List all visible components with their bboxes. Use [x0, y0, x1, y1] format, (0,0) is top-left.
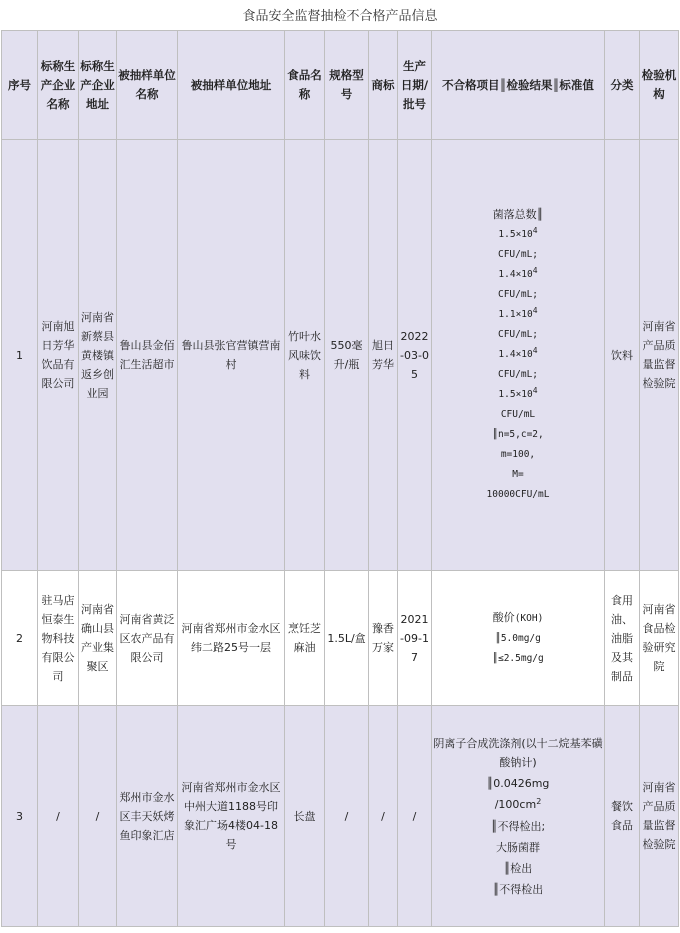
cell-producer-name: 驻马店恒泰生物科技有限公司 — [38, 571, 79, 706]
cell-result — [432, 706, 605, 927]
header-food-name: 食品名称 — [285, 31, 325, 140]
result-value: $1.4\times 10^4$ — [498, 266, 538, 280]
result-value: $1.5\times 10^4$ — [498, 386, 538, 400]
cell-producer-name: / — [38, 706, 79, 927]
result-unit: CFU/mL; — [497, 369, 539, 380]
result-item: 阴离子合成洗涤剂(以十二烷基苯磺酸钠计) — [433, 736, 603, 769]
cell-result — [432, 571, 605, 706]
result-item: 大肠菌群 — [496, 840, 540, 854]
header-agency: 检验机构 — [640, 31, 679, 140]
header-date: 生产日期/批号 — [398, 31, 432, 140]
result-standard: m=100, — [500, 449, 536, 460]
result-item: 酸价(KOH) — [492, 610, 544, 624]
header-category: 分类 — [605, 31, 640, 140]
result-value: $1.5\times 10^4$ — [498, 226, 538, 240]
header-row — [2, 31, 679, 140]
cell-food-name: 长盘 — [285, 706, 325, 927]
result-standard: ║不得检出; — [490, 819, 546, 833]
cell-brand: / — [369, 706, 398, 927]
header-sampled-address: 被抽样单位地址 — [178, 31, 285, 140]
table-row — [2, 706, 679, 927]
cell-category: 餐饮食品 — [605, 706, 640, 927]
header-spec: 规格型号 — [325, 31, 369, 140]
header-brand: 商标 — [369, 31, 398, 140]
result-standard: 10000CFU/mL — [486, 489, 550, 500]
cell-agency: 河南省产品质量监督检验院 — [640, 706, 679, 927]
cell-agency: 河南省食品检验研究院 — [640, 571, 679, 706]
header-producer-name: 标称生产企业名称 — [38, 31, 79, 140]
cell-agency: 河南省产品质量监督检验院 — [640, 140, 679, 571]
cell-sampled-name: 鲁山县金佰汇生活超市 — [117, 140, 178, 571]
cell-sampled-address: 鲁山县张官营镇营南村 — [178, 140, 285, 571]
cell-food-name: 烹饪芝麻油 — [285, 571, 325, 706]
page-title: 食品安全监督抽检不合格产品信息 — [242, 9, 438, 24]
result-unit: CFU/mL — [500, 409, 536, 420]
header-result: 不合格项目║检验结果║标准值 — [432, 31, 605, 140]
cell-spec: 1.5L/盒 — [325, 571, 369, 706]
cell-sampled-name: 郑州市金水区丰天妖烤鱼印象汇店 — [117, 706, 178, 927]
result-value: ║5.0mg/g — [495, 632, 541, 644]
result-value-unit: $/100cm^2$ — [494, 796, 542, 811]
cell-sampled-name: 河南省黄泛区农产品有限公司 — [117, 571, 178, 706]
cell-brand: 豫香万家 — [369, 571, 398, 706]
result-standard: ║≤2.5mg/g — [492, 652, 544, 664]
result-value: ║检出 — [503, 861, 533, 875]
cell-food-name: 竹叶水风味饮料 — [285, 140, 325, 571]
cell-producer-name: 河南旭日芳华饮品有限公司 — [38, 140, 79, 571]
cell-result — [432, 140, 605, 571]
table-row — [2, 140, 679, 571]
cell-category: 食用油、油脂及其制品 — [605, 571, 640, 706]
table-row — [2, 571, 679, 706]
cell-producer-address: 河南省确山县产业集聚区 — [79, 571, 117, 706]
inspection-table — [1, 30, 679, 927]
result-item: 菌落总数║ — [492, 208, 544, 221]
result-value: ║0.0426mg — [486, 776, 550, 790]
cell-spec: 550毫升/瓶 — [325, 140, 369, 571]
cell-seq: 1 — [2, 140, 38, 571]
cell-date: 2022-03-05 — [398, 140, 432, 571]
header-producer-address: 标称生产企业地址 — [79, 31, 117, 140]
cell-date: 2021-09-17 — [398, 571, 432, 706]
result-unit: CFU/mL; — [497, 329, 539, 340]
header-sampled-name: 被抽样单位名称 — [117, 31, 178, 140]
cell-category: 饮料 — [605, 140, 640, 571]
cell-producer-address: 河南省新蔡县黄楼镇返乡创业园 — [79, 140, 117, 571]
result-standard: ║n=5,c=2, — [492, 429, 544, 440]
result-value: $1.4\times 10^4$ — [498, 346, 538, 360]
result-standard: ║不得检出 — [492, 882, 544, 896]
header-seq: 序号 — [2, 31, 38, 140]
result-unit: CFU/mL; — [497, 289, 539, 300]
cell-sampled-address: 河南省郑州市金水区中州大道1188号印象汇广场4楼04-18号 — [178, 706, 285, 927]
cell-sampled-address: 河南省郑州市金水区纬二路25号一层 — [178, 571, 285, 706]
cell-seq: 3 — [2, 706, 38, 927]
cell-brand: 旭日芳华 — [369, 140, 398, 571]
result-unit: CFU/mL; — [497, 249, 539, 260]
cell-seq: 2 — [2, 571, 38, 706]
result-value: $1.1\times 10^4$ — [498, 306, 538, 320]
cell-spec: / — [325, 706, 369, 927]
cell-date: / — [398, 706, 432, 927]
cell-producer-address: / — [79, 706, 117, 927]
result-standard: M= — [512, 469, 524, 480]
